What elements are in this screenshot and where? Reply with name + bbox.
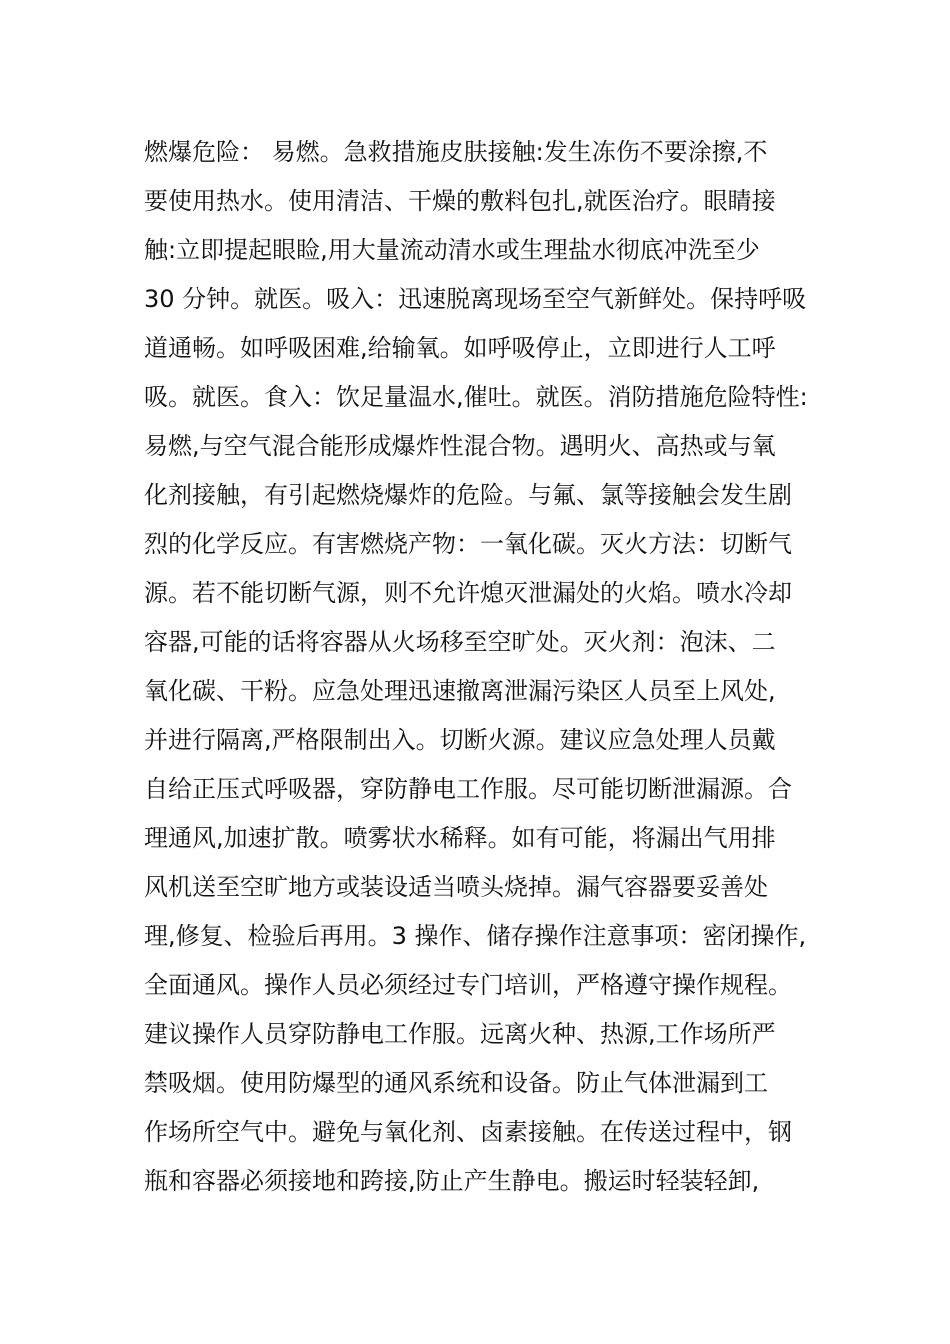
text-line-3: 触:立即提起眼睑,用大量流动清水或生理盐水彻底冲洗至少 [144, 236, 760, 264]
body-text [144, 128, 814, 1206]
text-line-2: 要使用热水。使用清洁、干燥的敷料包扎,就医治疗。眼睛接 [144, 187, 776, 215]
text-line-21: 作场所空气中。避免与氧化剂、卤素接触。在传送过程中，钢 [144, 1118, 792, 1146]
text-line-7: 易燃,与空气混合能形成爆炸性混合物。遇明火、高热或与氧 [144, 432, 776, 460]
text-line-12: 氧化碳、干粉。应急处理迅速撤离泄漏污染区人员至上风处, [144, 677, 776, 705]
text-line-13: 并进行隔离,严格限制出入。切断火源。建议应急处理人员戴 [144, 726, 776, 754]
text-line-18: 全面通风。操作人员必须经过专门培训，严格遵守操作规程。 [144, 971, 792, 999]
text-line-14: 自给正压式呼吸器，穿防静电工作服。尽可能切断泄漏源。合 [144, 775, 792, 803]
text-line-15: 理通风,加速扩散。喷雾状水稀释。如有可能，将漏出气用排 [144, 824, 776, 852]
text-line-9: 烈的化学反应。有害燃烧产物：一氧化碳。灭火方法：切断气 [144, 530, 792, 558]
text-line-16: 风机送至空旷地方或装设适当喷头烧掉。漏气容器要妥善处 [144, 873, 768, 901]
text-line-20: 禁吸烟。使用防爆型的通风系统和设备。防止气体泄漏到工 [144, 1069, 768, 1097]
text-line-17: 理,修复、检验后再用。3 操作、储存操作注意事项：密闭操作, [144, 922, 807, 950]
text-line-22: 瓶和容器必须接地和跨接,防止产生静电。搬运时轻装轻卸, [144, 1167, 760, 1195]
text-line-5: 道通畅。如呼吸困难,给输氧。如呼吸停止，立即进行人工呼 [144, 334, 776, 362]
text-line-11: 容器,可能的话将容器从火场移至空旷处。灭火剂：泡沫、二 [144, 628, 776, 656]
text-line-19: 建议操作人员穿防静电工作服。远离火种、热源,工作场所严 [144, 1020, 776, 1048]
text-line-10: 源。若不能切断气源，则不允许熄灭泄漏处的火焰。喷水冷却 [144, 579, 792, 607]
text-line-6: 吸。就医。食入：饮足量温水,催吐。就医。消防措施危险特性: [144, 383, 808, 411]
text-line-1: 燃爆危险： 易燃。急救措施皮肤接触:发生冻伤不要涂擦,不 [144, 138, 768, 166]
text-line-4: 30 分钟。就医。吸入：迅速脱离现场至空气新鲜处。保持呼吸 [144, 285, 807, 313]
text-line-8: 化剂接触，有引起燃烧爆炸的危险。与氟、氯等接触会发生剧 [144, 481, 792, 509]
